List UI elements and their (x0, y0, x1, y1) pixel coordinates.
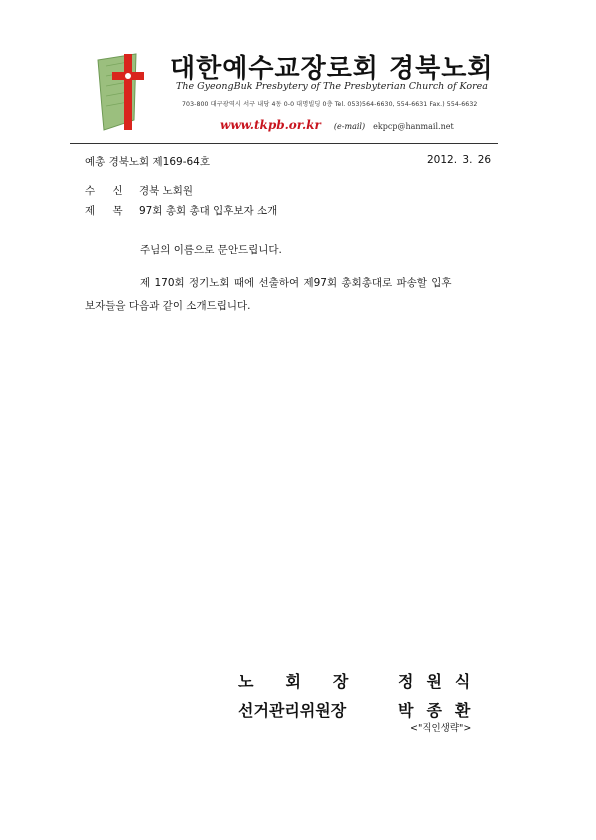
presbytery-cross-logo-icon (92, 50, 160, 134)
signer1-name: 정원식 (398, 672, 484, 691)
signer2-name: 박종환 (398, 701, 484, 720)
document-date: 2012. 3. 26 (427, 154, 492, 166)
organization-name: 대한예수교장로회 경북노회 (170, 54, 494, 84)
website-link[interactable]: www.tkpb.or.kr (220, 118, 321, 132)
document-number: 예총 경북노회 제169-64호 (85, 156, 211, 168)
greeting: 주님의 이름으로 문안드립니다. (140, 244, 282, 256)
letterhead (70, 44, 498, 136)
signer1-title: 노회장 (238, 672, 381, 691)
recipient-label: 수 신 (85, 185, 123, 197)
subject-value: 97회 총회 총대 입후보자 소개 (139, 205, 278, 217)
body-paragraph-line2: 보자들을 다음과 같이 소개드립니다. (85, 300, 251, 312)
organization-contact (220, 114, 454, 133)
organization-address: 703-800 대구광역시 서구 내당 4동 0-0 대명빌딩 0층 Tel. 053)564-6630, 554-6631 Fax.) 554-6632 (182, 101, 478, 108)
organization-name-english: The GyeongBuk Presbytery of The Presbyterian Church of Korea (176, 81, 488, 92)
body-paragraph-line1: 제 170회 정기노회 때에 선출하여 제97회 총회총대로 파송할 입후 (140, 277, 452, 289)
header-divider (70, 143, 498, 144)
recipient-value: 경북 노회원 (139, 185, 194, 197)
seal-omitted-note: <"직인생략"> (410, 723, 472, 734)
subject-label: 제 목 (85, 205, 123, 217)
email-label: (e-mail) (333, 122, 366, 131)
recipient-row (85, 183, 193, 198)
subject-row (85, 203, 277, 218)
signer2-title: 선거관리위원장 (238, 701, 347, 720)
email-link[interactable]: ekpcp@hanmail.net (373, 122, 454, 131)
